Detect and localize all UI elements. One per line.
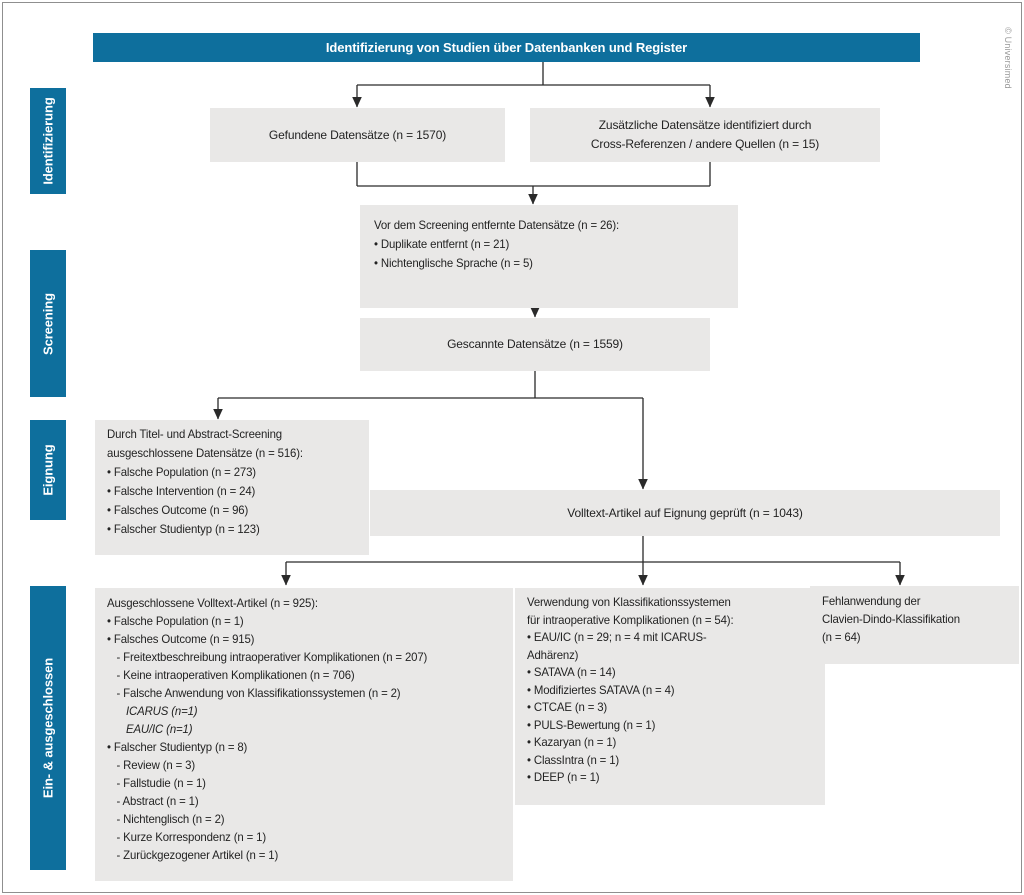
box-text-line: - Zurückgezogener Artikel (n = 1) (116, 848, 279, 862)
sidebar-stage-eignung (30, 420, 66, 520)
box-text-line: Adhärenz) (527, 647, 579, 662)
box-text-line: ausgeschlossene Datensätze (n = 516): (107, 446, 303, 460)
sidebar-stage-label: Eignung (40, 444, 56, 496)
box-text-line: • CTCAE (n = 3) (527, 700, 608, 714)
box-text-line: • DEEP (n = 1) (527, 770, 600, 784)
box-text-line: - Review (n = 3) (116, 758, 196, 772)
box-text-line: Gescannte Datensätze (n = 1559) (447, 337, 623, 351)
box-text-line: • ClassIntra (n = 1) (527, 752, 620, 767)
box-text-line: - Fallstudie (n = 1) (116, 776, 206, 790)
sidebar-stage-label: Screening (40, 292, 56, 355)
flow-box-title-abstract-excluded (95, 420, 369, 555)
box-text-line: • SATAVA (n = 14) (527, 665, 616, 679)
copyright-text: © Universimed (1003, 27, 1013, 89)
flow-box-found-records (210, 108, 505, 162)
flow-box-fulltext-assessed (370, 490, 1000, 536)
sidebar-stage-identifizierung (30, 88, 66, 194)
box-text-line: Durch Titel- und Abstract-Screening (107, 427, 282, 441)
box-text-line: • Duplikate entfernt (n = 21) (374, 237, 510, 251)
flow-box-removed-before-screening (360, 205, 738, 308)
box-text-line: • Kazaryan (n = 1) (527, 735, 617, 749)
sidebar-stage-label: Ein- & ausgeschlossen (40, 657, 56, 799)
box-text-line: • Falsche Population (n = 1) (107, 614, 244, 628)
box-text-line: Ausgeschlossene Volltext-Artikel (n = 925): (107, 596, 318, 610)
box-text-line: • Falscher Studientyp (n = 8) (107, 740, 248, 754)
box-text-line: Fehlanwendung der (822, 594, 921, 608)
box-text-line: Gefundene Datensätze (n = 1570) (268, 127, 447, 142)
box-text-line: - Nichtenglisch (n = 2) (116, 812, 225, 826)
box-text-line: - Freitextbeschreibung intraoperativer Komplikationen (n = 207) (116, 650, 428, 664)
box-text-line: Verwendung von Klassifikationssystemen (527, 595, 731, 609)
sidebar-stage-ein-ausgeschlossen (30, 586, 66, 870)
flow-box-records-screened (360, 318, 710, 371)
flow-box-classification-systems (515, 588, 825, 805)
box-text-line: • Falscher Studientyp (n = 123) (107, 522, 260, 536)
box-text-line: Vor dem Screening entfernte Datensätze (n = 26): (374, 218, 620, 232)
sidebar-stage-label: Identifizierung (40, 97, 56, 185)
box-text-line: • Falsches Outcome (n = 915) (107, 632, 255, 646)
flow-box-clavien-dindo-misuse (810, 586, 1019, 664)
box-text-line: (n = 64) (822, 630, 861, 644)
box-text-line: für intraoperative Komplikationen (n = 54): (527, 612, 734, 627)
box-text-line: Volltext-Artikel auf Eignung geprüft (n = 1043) (567, 505, 803, 520)
box-text-line: - Falsche Anwendung von Klassifikationssystemen (n = 2) (116, 686, 401, 700)
box-text-line: • Nichtenglische Sprache (n = 5) (374, 256, 533, 270)
box-text-line: EAU/IC (n=1) (126, 722, 193, 736)
box-text-line: - Kurze Korrespondenz (n = 1) (116, 830, 267, 844)
flow-box-fulltext-excluded (95, 588, 513, 881)
header-title: Identifizierung von Studien über Datenbanken und Register (325, 40, 688, 55)
header-banner (93, 33, 920, 62)
box-text-line: • Falsche Intervention (n = 24) (107, 484, 256, 498)
box-text-line: - Keine intraoperativen Komplikationen (n = 706) (116, 668, 355, 682)
sidebar-stage-screening (30, 250, 66, 397)
flow-box-additional-records (530, 108, 880, 162)
copyright-note (1000, 14, 1016, 102)
box-text-line: - Abstract (n = 1) (116, 794, 199, 808)
box-text-line: • Falsches Outcome (n = 96) (107, 503, 249, 517)
box-text-line: Cross-Referenzen / andere Quellen (n = 15) (590, 137, 820, 151)
box-text-line: • EAU/IC (n = 29; n = 4 mit ICARUS- (527, 630, 707, 644)
box-text-line: • Modifiziertes SATAVA (n = 4) (527, 682, 675, 697)
box-text-line: ICARUS (n=1) (126, 704, 198, 718)
box-text-line: • PULS-Bewertung (n = 1) (527, 717, 656, 732)
box-text-line: Clavien-Dindo-Klassifikation (822, 612, 960, 626)
box-text-line: Zusätzliche Datensätze identifiziert durch (598, 118, 812, 132)
box-text-line: • Falsche Population (n = 273) (107, 465, 256, 479)
